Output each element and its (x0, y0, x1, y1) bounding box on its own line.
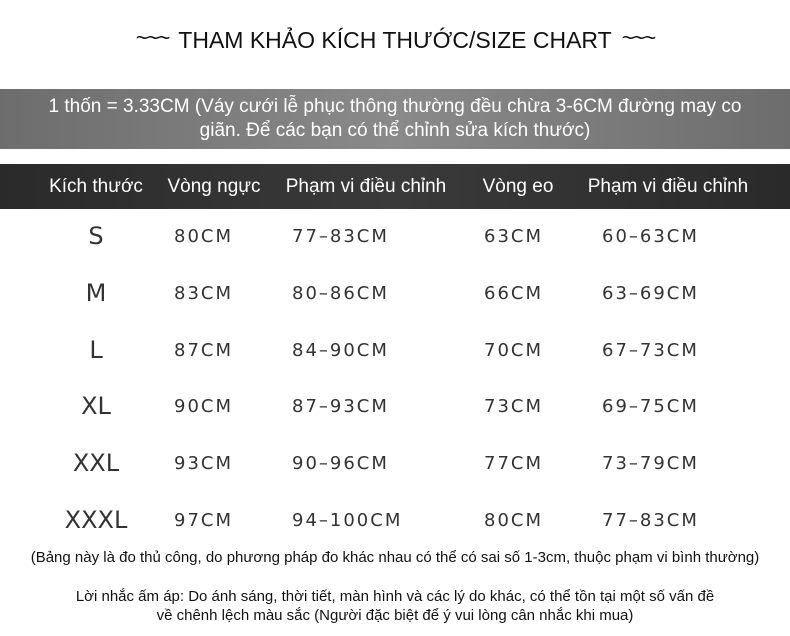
waist-value: 77CM (484, 452, 544, 474)
size-label: S (88, 222, 104, 250)
bust-range-value: 80–86CM (292, 282, 389, 304)
size-label: L (89, 336, 103, 364)
size-label: XXL (72, 449, 120, 477)
header-size: Kích thước (49, 175, 143, 197)
table-row (0, 443, 790, 483)
waist-value: 70CM (484, 339, 544, 361)
bust-range-value: 77–83CM (292, 225, 389, 247)
bust-value: 83CM (174, 282, 234, 304)
waist-range-value: 73–79CM (602, 452, 699, 474)
conversion-note (0, 89, 790, 149)
table-row (0, 500, 790, 540)
waist-value: 66CM (484, 282, 544, 304)
bust-range-value: 84–90CM (292, 339, 389, 361)
size-label: M (85, 279, 107, 307)
title-text: THAM KHẢO KÍCH THƯỚC/SIZE CHART (178, 26, 612, 53)
color-reminder-line-1: Lời nhắc ấm áp: Do ánh sáng, thời tiết, màn hình và các lý do khác, có thể tồn tại một số vấn đề (75, 588, 715, 605)
waist-range-value: 67–73CM (602, 339, 699, 361)
conversion-note-line-1: 1 thốn = 3.33CM (Váy cưới lễ phục thông thường đều chừa 3-6CM đường may co (48, 96, 742, 117)
bust-range-value: 94–100CM (292, 509, 403, 531)
table-row (0, 330, 790, 370)
title-ornament-right: ~~~ (621, 25, 655, 50)
bust-value: 87CM (174, 339, 234, 361)
title-ornament-left: ~~~ (135, 25, 169, 50)
color-reminder-line-2: về chênh lệch màu sắc (Người đặc biệt để ý vui lòng cân nhắc khi mua) (156, 607, 634, 624)
conversion-note-line-2: giãn. Để các bạn có thể chỉnh sửa kích thước) (199, 120, 591, 141)
waist-range-value: 77–83CM (602, 509, 699, 531)
measurement-disclaimer: (Bảng này là đo thủ công, do phương pháp đo khác nhau có thể có sai số 1-3cm, thuộc phạm vi bình thường) (30, 549, 760, 566)
bust-value: 97CM (174, 509, 234, 531)
table-row (0, 216, 790, 256)
bust-range-value: 87–93CM (292, 395, 389, 417)
table-header (0, 164, 790, 209)
bust-range-value: 90–96CM (292, 452, 389, 474)
header-waist: Vòng eo (482, 175, 554, 197)
header-bust-range: Phạm vi điều chỉnh (285, 175, 447, 197)
waist-range-value: 63–69CM (602, 282, 699, 304)
size-label: XL (81, 392, 111, 420)
waist-range-value: 60–63CM (602, 225, 699, 247)
header-waist-range: Phạm vi điều chỉnh (587, 175, 749, 197)
waist-value: 63CM (484, 225, 544, 247)
waist-value: 80CM (484, 509, 544, 531)
page-title (0, 22, 790, 58)
bust-value: 80CM (174, 225, 234, 247)
waist-value: 73CM (484, 395, 544, 417)
header-bust: Vòng ngực (167, 175, 261, 197)
bust-value: 93CM (174, 452, 234, 474)
table-row (0, 273, 790, 313)
waist-range-value: 69–75CM (602, 395, 699, 417)
table-row (0, 386, 790, 426)
bust-value: 90CM (174, 395, 234, 417)
size-label: XXXL (64, 506, 128, 534)
